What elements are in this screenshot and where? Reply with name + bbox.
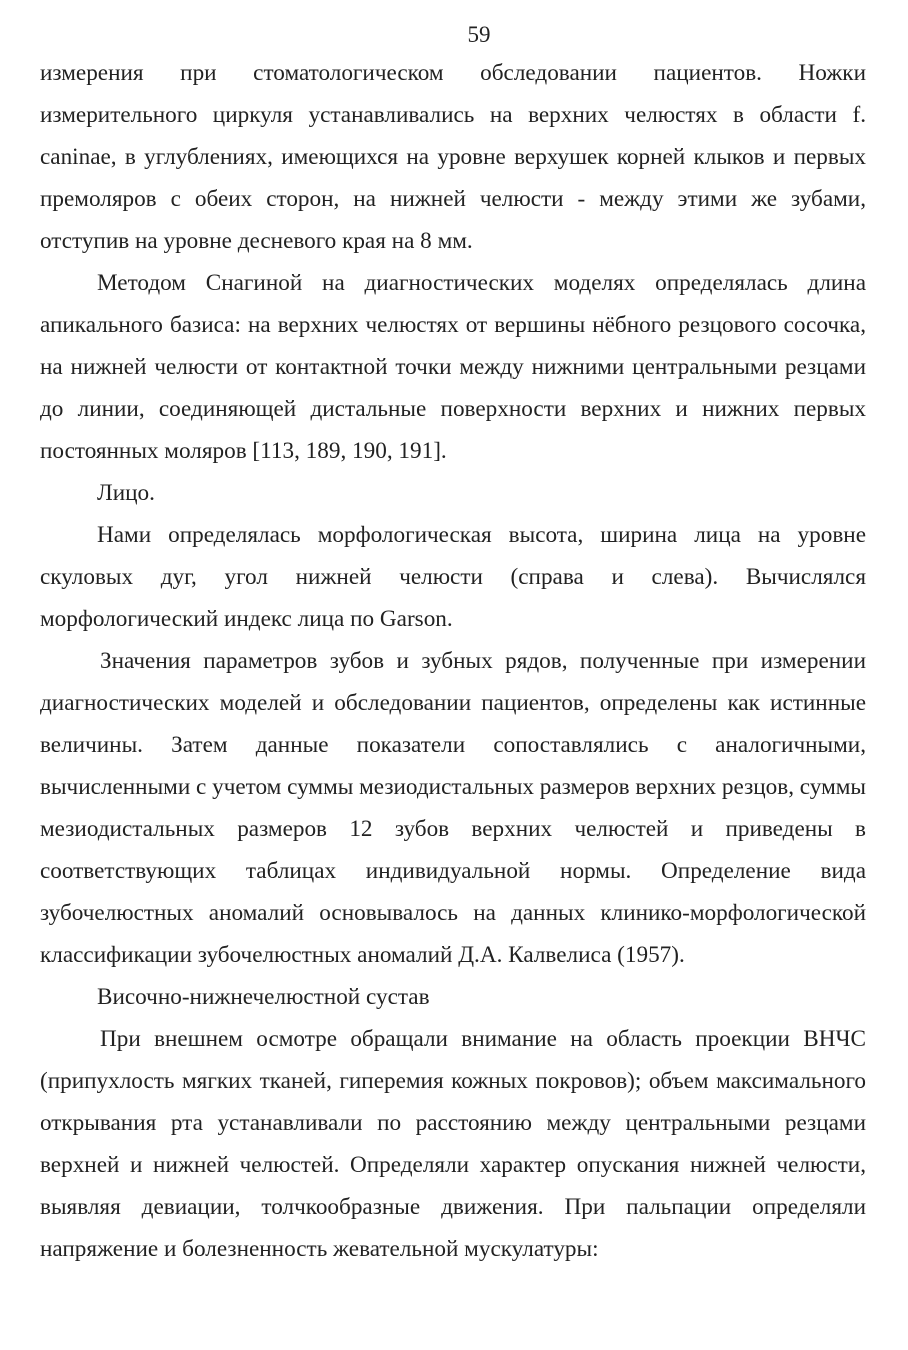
paragraph-teeth-parameters: Значения параметров зубов и зубных рядов, полученные при измерении диагностических моделей и обследовании пациентов, определены как истинные величины. Затем данные показатели сопоставлялись с аналогичными, вычисленными с учетом суммы мезиодистальных размеров верхних резцов, суммы мезиодистальных размеров 12 зубов верхних челюстей и приведены в соответствующих таблицах индивидуальной нормы. Определение вида зубочелюстных аномалий основывалось на данных клинико-морфологической классификации зубочелюстных аномалий Д.А. Калвелиса (1957). — [40, 648, 866, 968]
page-number: 59 — [467, 22, 491, 47]
paragraph-measurement: измерения при стоматологическом обследовании пациентов. Ножки измерительного циркуля устанавливались на верхних челюстях в области f. caninae, в углублениях, имеющихся на уровне верхушек корней клыков и первых премоляров с обеих сторон, на нижней челюсти - между этими же зубами, отступив на уровне десневого края на 8 мм. — [40, 60, 866, 254]
heading-face: Лицо. — [97, 480, 155, 506]
paragraph-face-measurements: Нами определялась морфологическая высота, ширина лица на уровне скуловых дуг, угол нижней челюсти (справа и слева). Вычислялся морфологический индекс лица по Garson. — [40, 522, 866, 632]
heading-tmj: Височно-нижнечелюстной сустав — [97, 984, 430, 1010]
paragraph-tmj-examination: При внешнем осмотре обращали внимание на область проекции ВНЧС (припухлость мягких тканей, гиперемия кожных покровов); объем максимального открывания рта устанавливали по расстоянию между центральными резцами верхней и нижней челюстей. Определяли характер опускания нижней челюсти, выявляя девиации, толчкообразные движения. При пальпации определяли напряжение и болезненность жевательной мускулатуры: — [40, 1026, 866, 1262]
body-text — [40, 52, 866, 1270]
paragraph-snagina-method: Методом Снагиной на диагностических моделях определялась длина апикального базиса: на верхних челюстях от вершины нёбного резцового сосочка, на нижней челюсти от контактной точки между нижними центральными резцами до линии, соединяющей дистальные поверхности верхних и нижних первых постоянных моляров [113, 189, 190, 191]. — [40, 270, 866, 464]
